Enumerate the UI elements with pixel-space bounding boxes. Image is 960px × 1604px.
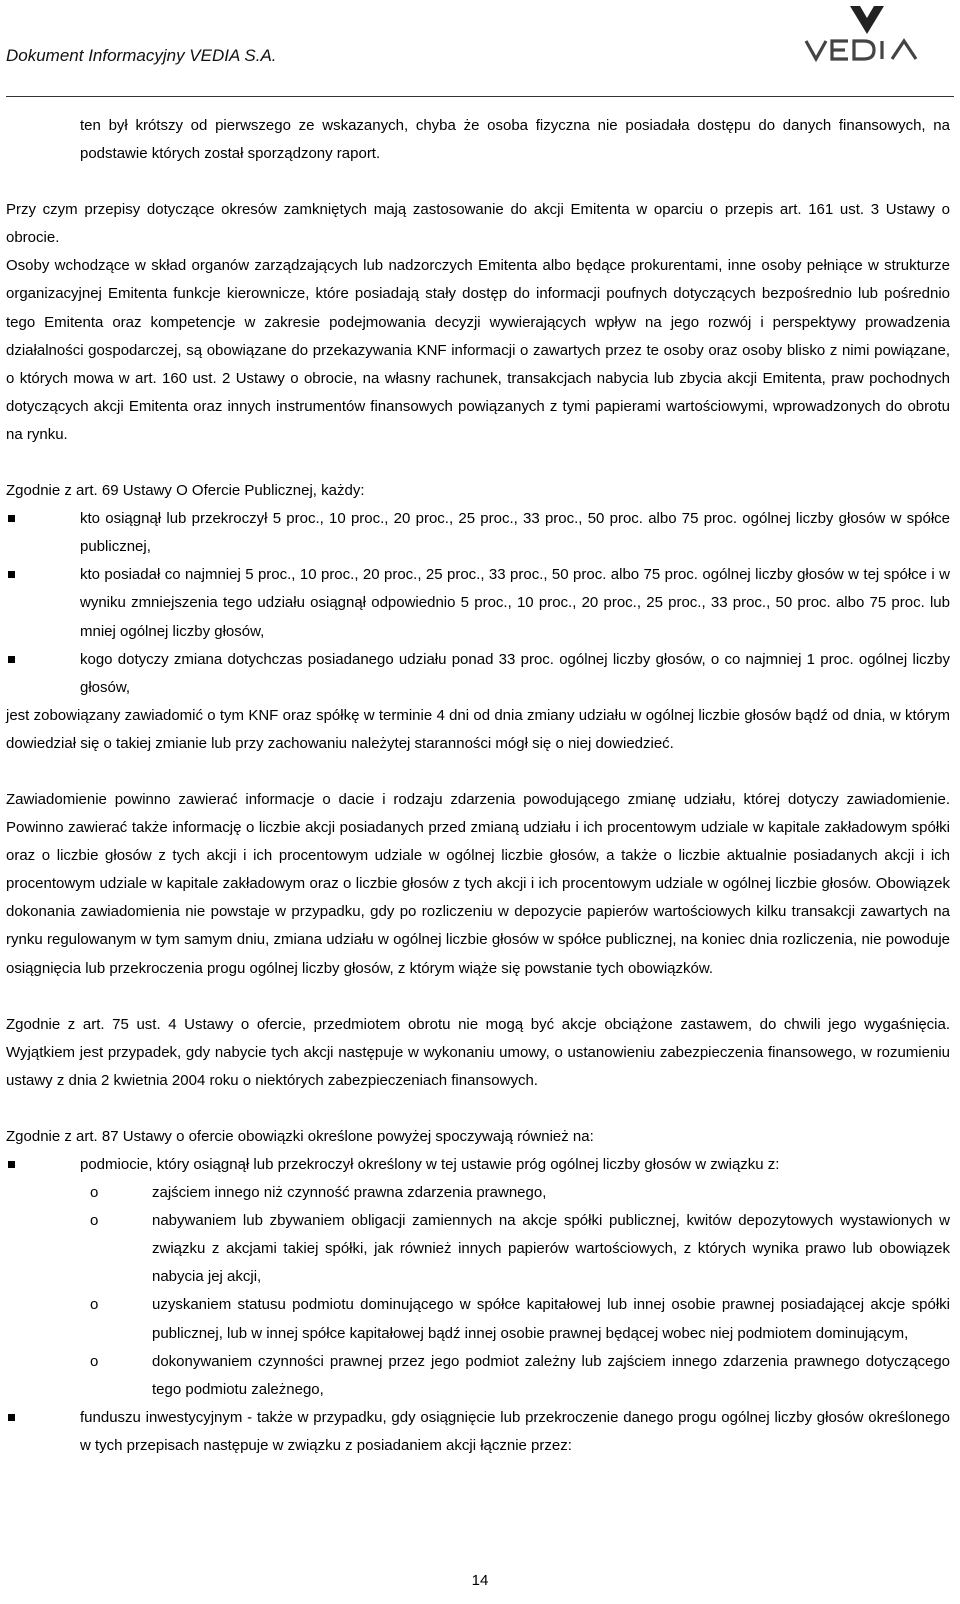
bullet-icon	[8, 571, 15, 578]
bullet-icon	[8, 656, 15, 663]
bullet-icon	[8, 1161, 15, 1168]
list-item: kto osiągnął lub przekroczył 5 proc., 10 proc., 20 proc., 25 proc., 33 proc., 50 proc. albo 75 proc. ogólnej liczby głosów w spółce publicznej,	[6, 505, 950, 561]
notification-obligation-paragraph: jest zobowiązany zawiadomić o tym KNF oraz spółkę w terminie 4 dni od dnia zmiany udziału w ogólnej liczbie głosów bądź od dnia, w którym dowiedział się o takiej zmianie lub przy zachowaniu należytej staranności mógł się o niej dowiedzieć.	[6, 706, 950, 752]
header-divider	[6, 96, 954, 97]
art69-list	[6, 505, 950, 702]
list-item: kogo dotyczy zmiana dotychczas posiadanego udziału ponad 33 proc. ogólnej liczby głosów, o co najmniej 1 proc. ogólnej liczby głosów,	[6, 646, 950, 702]
sub-list-item: o zajściem innego niż czynność prawna zdarzenia prawnego,	[6, 1179, 950, 1207]
list-item: funduszu inwestycyjnym - także w przypadku, gdy osiągnięcie lub przekroczenie danego progu ogólnej liczby głosów określonego w tych przepisach następuje w związku z posiadaniem akcji łącznie przez:	[6, 1404, 950, 1460]
list-item: kto posiadał co najmniej 5 proc., 10 proc., 20 proc., 25 proc., 33 proc., 50 proc. albo 75 proc. ogólnej liczby głosów w tej spółce i w wyniku zmniejszenia tego udziału osiągnął odpowiednio 5 proc., 10 proc., 20 proc., 25 proc., 33 proc., 50 proc. albo 75 proc. lub mniej ogólnej liczby głosów,	[6, 561, 950, 645]
document-body	[6, 112, 950, 1460]
sub-list-item: o uzyskaniem statusu podmiotu dominującego w spółce kapitałowej lub innej osobie prawnej posiadającej akcje spółki publicznej, lub w innej spółce kapitałowej bądź innej osobie prawnej będącej wobec niej podmiotem dominującym,	[6, 1291, 950, 1347]
vedia-logo	[802, 4, 932, 64]
page-number: 14	[471, 1572, 489, 1589]
art87-list-continued	[6, 1404, 950, 1460]
list-item: podmiocie, który osiągnął lub przekroczył określony w tej ustawie próg ogólnej liczby głosów w związku z:	[6, 1151, 950, 1179]
art87-list	[6, 1151, 950, 1179]
art87-sublist	[6, 1179, 950, 1404]
art69-intro: Zgodnie z art. 69 Ustawy O Ofercie Publicznej, każdy:	[6, 482, 365, 500]
circle-bullet-icon: o	[90, 1212, 99, 1230]
closed-periods-paragraph: Przy czym przepisy dotyczące okresów zamkniętych mają zastosowanie do akcji Emitenta w oparciu o przepis art. 161 ust. 3 Ustawy o obrocie.	[6, 201, 950, 247]
continued-paragraph: ten był krótszy od pierwszego ze wskazanych, chyba że osoba fizyczna nie posiadała dostępu do danych finansowych, na podstawie których został sporządzony raport.	[80, 117, 950, 163]
circle-bullet-icon: o	[90, 1296, 99, 1314]
circle-bullet-icon: o	[90, 1352, 99, 1370]
art87-intro: Zgodnie z art. 87 Ustawy o ofercie obowiązki określone powyżej spoczywają również na:	[6, 1127, 594, 1145]
art75-paragraph: Zgodnie z art. 75 ust. 4 Ustawy o ofercie, przedmiotem obrotu nie mogą być akcje obciążone zastawem, do chwili jego wygaśnięcia. Wyjątkiem jest przypadek, gdy nabycie tych akcji następuje w wykonaniu umowy, o ustanowieniu zabezpieczenia finansowego, w rozumieniu ustawy z dnia 2 kwietnia 2004 roku o niektórych zabezpieczeniach finansowych.	[6, 1015, 950, 1089]
insiders-paragraph: Osoby wchodzące w skład organów zarządzających lub nadzorczych Emitenta albo będące prokurentami, inne osoby pełniące w strukturze organizacyjnej Emitenta funkcje kierownicze, które posiadają stały dostęp do informacji poufnych dotyczących bezpośrednio lub pośrednio tego Emitenta oraz kompetencje w zakresie podejmowania decyzji wywierających wpływ na jego rozwój i perspektywy prowadzenia działalności gospodarczej, są obowiązane do przekazywania KNF informacji o zawartych przez te osoby oraz osoby blisko z nimi powiązane, o których mowa w art. 160 ust. 2 Ustawy o obrocie, na własny rachunek, transakcjach nabycia lub zbycia akcji Emitenta, praw pochodnych dotyczących akcji Emitenta oraz innych instrumentów finansowych powiązanych z tymi papierami wartościowymi, wprowadzonych do obrotu na rynku.	[6, 257, 950, 443]
sub-list-item: o nabywaniem lub zbywaniem obligacji zamiennych na akcje spółki publicznej, kwitów depozytowych wystawionych w związku z akcjami takiej spółki, jak również innych papierów wartościowych, z których wynika prawo lub obowiązek nabycia jej akcji,	[6, 1207, 950, 1291]
bullet-icon	[8, 515, 15, 522]
page-header	[6, 0, 952, 100]
notification-content-paragraph: Zawiadomienie powinno zawierać informacje o dacie i rodzaju zdarzenia powodującego zmianę udziału, której dotyczy zawiadomienie. Powinno zawierać także informację o liczbie akcji posiadanych przed zmianą udziału i ich procentowym udziale w kapitale zakładowym spółki oraz o liczbie głosów z tych akcji i ich procentowym udziale w ogólnej liczbie głosów, a także o liczbie aktualnie posiadanych akcji i ich procentowym udziale w kapitale zakładowym oraz o liczbie głosów z tych akcji i ich procentowym udziale w ogólnej liczbie głosów. Obowiązek dokonania zawiadomienia nie powstaje w przypadku, gdy po rozliczeniu w depozycie papierów wartościowych kilku transakcji zawartych na rynku regulowanym w tym samym dniu, zmiana udziału w ogólnej liczbie głosów w spółce publicznej, na koniec dnia rozliczenia, nie powoduje osiągnięcia lub przekroczenia progu ogólnej liczby głosów, z którym wiąże się powstanie tych obowiązków.	[6, 790, 950, 977]
bullet-icon	[8, 1414, 15, 1421]
document-title: Dokument Informacyjny VEDIA S.A.	[6, 46, 277, 65]
circle-bullet-icon: o	[90, 1184, 99, 1202]
sub-list-item: o dokonywaniem czynności prawnej przez jego podmiot zależny lub zajściem innego zdarzenia prawnego dotyczącego tego podmiotu zależnego,	[6, 1348, 950, 1404]
